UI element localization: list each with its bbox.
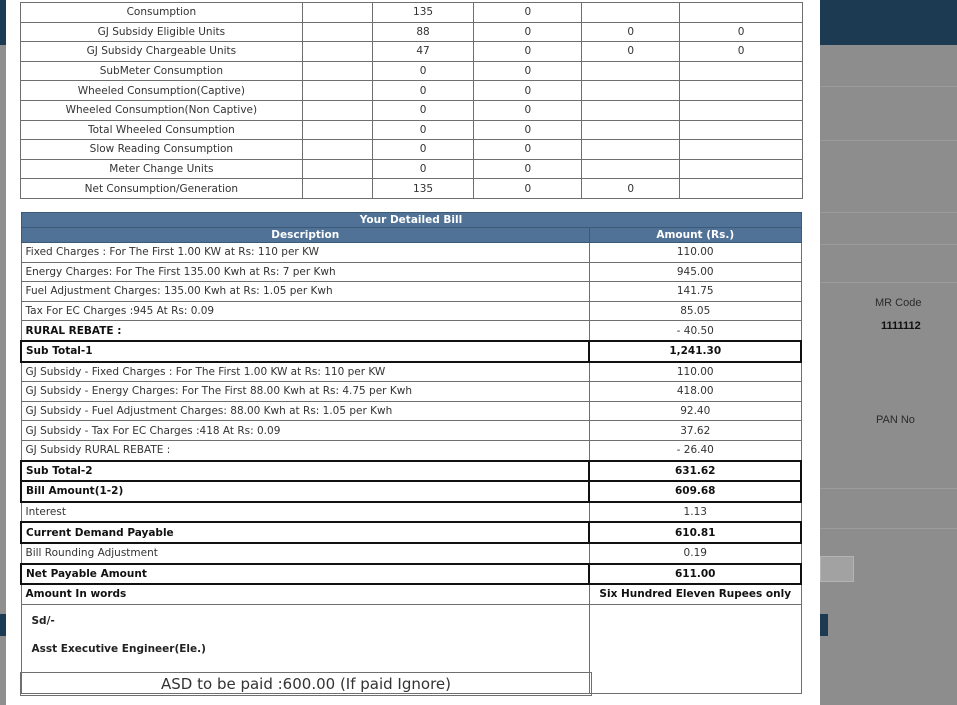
bill-row xyxy=(21,522,801,543)
mr-code-label: MR Code xyxy=(875,297,922,309)
consumption-cell xyxy=(302,179,372,199)
bill-modal xyxy=(6,0,820,705)
consumption-value xyxy=(582,61,680,81)
background-divider xyxy=(820,212,957,213)
consumption-label: Wheeled Consumption(Captive) xyxy=(21,81,303,101)
consumption-value: 0 xyxy=(372,140,474,160)
consumption-value xyxy=(582,3,680,23)
bill-description: GJ Subsidy - Fuel Adjustment Charges: 88.00 Kwh at Rs: 1.05 per Kwh xyxy=(21,401,589,421)
consumption-label: Slow Reading Consumption xyxy=(21,140,303,160)
signature-title: Asst Executive Engineer(Ele.) xyxy=(31,642,206,655)
consumption-cell xyxy=(302,100,372,120)
consumption-value: 0 xyxy=(680,42,803,62)
bill-row xyxy=(21,341,801,362)
consumption-value xyxy=(680,61,803,81)
bill-description: Tax For EC Charges :945 At Rs: 0.09 xyxy=(21,301,589,321)
consumption-table xyxy=(20,2,803,199)
consumption-row xyxy=(21,100,803,120)
bill-description: RURAL REBATE : xyxy=(21,321,589,341)
consumption-value: 0 xyxy=(474,3,582,23)
consumption-label: Meter Change Units xyxy=(21,159,303,179)
consumption-value xyxy=(582,159,680,179)
consumption-cell xyxy=(302,3,372,23)
consumption-row xyxy=(21,179,803,199)
consumption-cell xyxy=(302,140,372,160)
background-table-header xyxy=(820,614,828,636)
bill-header-row xyxy=(21,228,801,243)
bill-row xyxy=(21,421,801,441)
consumption-cell xyxy=(302,61,372,81)
bill-row xyxy=(21,481,801,502)
bill-row xyxy=(21,401,801,421)
consumption-value: 0 xyxy=(372,81,474,101)
consumption-value xyxy=(680,100,803,120)
background-divider xyxy=(820,140,957,141)
signature-sd: Sd/- xyxy=(31,614,55,627)
consumption-value xyxy=(582,120,680,140)
consumption-label: GJ Subsidy Eligible Units xyxy=(21,22,303,42)
consumption-cell xyxy=(302,42,372,62)
consumption-value: 0 xyxy=(474,42,582,62)
bill-title-row xyxy=(21,213,801,228)
bill-description: Current Demand Payable xyxy=(21,522,589,543)
bill-description: Bill Rounding Adjustment xyxy=(21,543,589,564)
consumption-value: 135 xyxy=(372,179,474,199)
consumption-value xyxy=(582,100,680,120)
signature-blank-cell xyxy=(589,604,801,693)
consumption-label: GJ Subsidy Chargeable Units xyxy=(21,42,303,62)
consumption-value xyxy=(680,159,803,179)
bill-amount: 92.40 xyxy=(589,401,801,421)
description-header: Description xyxy=(21,228,589,243)
consumption-value: 0 xyxy=(582,42,680,62)
consumption-value xyxy=(582,81,680,101)
consumption-value: 0 xyxy=(582,22,680,42)
bill-row xyxy=(21,440,801,460)
consumption-value: 0 xyxy=(474,100,582,120)
consumption-row xyxy=(21,159,803,179)
consumption-value: 0 xyxy=(474,120,582,140)
consumption-value: 0 xyxy=(474,179,582,199)
consumption-value: 0 xyxy=(372,61,474,81)
bill-description: Fixed Charges : For The First 1.00 KW at Rs: 110 per KW xyxy=(21,243,589,263)
consumption-value: 0 xyxy=(372,120,474,140)
consumption-value: 0 xyxy=(474,61,582,81)
consumption-value xyxy=(680,120,803,140)
consumption-value: 88 xyxy=(372,22,474,42)
bill-amount: 1,241.30 xyxy=(589,341,801,362)
consumption-label: Consumption xyxy=(21,3,303,23)
bill-row xyxy=(21,382,801,402)
consumption-row xyxy=(21,120,803,140)
bill-title: Your Detailed Bill xyxy=(21,213,801,228)
bill-description: GJ Subsidy RURAL REBATE : xyxy=(21,440,589,460)
consumption-cell xyxy=(302,159,372,179)
bill-row xyxy=(21,502,801,523)
bill-amount: - 40.50 xyxy=(589,321,801,341)
bill-amount: 631.62 xyxy=(589,461,801,482)
mr-code-value: 1111112 xyxy=(881,320,921,332)
consumption-row xyxy=(21,42,803,62)
bill-amount: 1.13 xyxy=(589,502,801,523)
consumption-row xyxy=(21,22,803,42)
bill-description: Fuel Adjustment Charges: 135.00 Kwh at Rs: 1.05 per Kwh xyxy=(21,282,589,302)
background-divider xyxy=(820,282,957,283)
bill-description: GJ Subsidy - Energy Charges: For The First 88.00 Kwh at Rs: 4.75 per Kwh xyxy=(21,382,589,402)
consumption-value xyxy=(582,140,680,160)
bill-description: GJ Subsidy - Fixed Charges : For The First 1.00 KW at Rs: 110 per KW xyxy=(21,362,589,382)
background-divider xyxy=(820,86,957,87)
bill-row xyxy=(21,243,801,263)
bill-row xyxy=(21,301,801,321)
consumption-value: 0 xyxy=(372,159,474,179)
consumption-value: 0 xyxy=(372,100,474,120)
bill-amount: 610.81 xyxy=(589,522,801,543)
consumption-cell xyxy=(302,22,372,42)
bill-amount: - 26.40 xyxy=(589,440,801,460)
asd-note: ASD to be paid :600.00 (If paid Ignore) xyxy=(20,672,592,696)
consumption-cell xyxy=(302,120,372,140)
bill-amount: 0.19 xyxy=(589,543,801,564)
consumption-row xyxy=(21,81,803,101)
consumption-label: SubMeter Consumption xyxy=(21,61,303,81)
consumption-cell xyxy=(302,81,372,101)
bill-description: Sub Total-2 xyxy=(21,461,589,482)
consumption-value: 47 xyxy=(372,42,474,62)
bill-row xyxy=(21,262,801,282)
background-divider xyxy=(820,488,957,489)
background-divider xyxy=(820,528,957,529)
bill-row xyxy=(21,564,801,585)
bill-row xyxy=(21,584,801,604)
consumption-row xyxy=(21,140,803,160)
consumption-row xyxy=(21,61,803,81)
bill-amount: 110.00 xyxy=(589,243,801,263)
bill-description: Net Payable Amount xyxy=(21,564,589,585)
bill-description: Bill Amount(1-2) xyxy=(21,481,589,502)
consumption-value: 0 xyxy=(474,81,582,101)
bill-row xyxy=(21,321,801,341)
amount-header: Amount (Rs.) xyxy=(589,228,801,243)
bill-description: Sub Total-1 xyxy=(21,341,589,362)
detailed-bill-table xyxy=(20,212,802,694)
bill-amount: 37.62 xyxy=(589,421,801,441)
bill-amount: Six Hundred Eleven Rupees only xyxy=(589,584,801,604)
consumption-label: Total Wheeled Consumption xyxy=(21,120,303,140)
bill-row xyxy=(21,543,801,564)
bill-description: Interest xyxy=(21,502,589,523)
bill-description: Amount In words xyxy=(21,584,589,604)
consumption-label: Wheeled Consumption(Non Captive) xyxy=(21,100,303,120)
bill-description: GJ Subsidy - Tax For EC Charges :418 At Rs: 0.09 xyxy=(21,421,589,441)
pan-label: PAN No xyxy=(876,414,915,426)
background-input xyxy=(820,556,854,582)
bill-row xyxy=(21,461,801,482)
bill-row xyxy=(21,282,801,302)
bill-description: Energy Charges: For The First 135.00 Kwh at Rs: 7 per Kwh xyxy=(21,262,589,282)
bill-amount: 945.00 xyxy=(589,262,801,282)
bill-amount: 418.00 xyxy=(589,382,801,402)
consumption-value xyxy=(680,179,803,199)
consumption-value: 0 xyxy=(474,159,582,179)
consumption-value xyxy=(680,3,803,23)
consumption-value xyxy=(680,81,803,101)
bill-row xyxy=(21,362,801,382)
background-divider xyxy=(820,244,957,245)
consumption-value: 0 xyxy=(582,179,680,199)
consumption-value xyxy=(680,140,803,160)
bill-amount: 85.05 xyxy=(589,301,801,321)
background-panel xyxy=(820,45,957,705)
bill-amount: 141.75 xyxy=(589,282,801,302)
consumption-row xyxy=(21,3,803,23)
consumption-value: 0 xyxy=(474,22,582,42)
consumption-label: Net Consumption/Generation xyxy=(21,179,303,199)
consumption-value: 135 xyxy=(372,3,474,23)
consumption-value: 0 xyxy=(680,22,803,42)
bill-amount: 611.00 xyxy=(589,564,801,585)
consumption-value: 0 xyxy=(474,140,582,160)
bill-amount: 609.68 xyxy=(589,481,801,502)
bill-amount: 110.00 xyxy=(589,362,801,382)
